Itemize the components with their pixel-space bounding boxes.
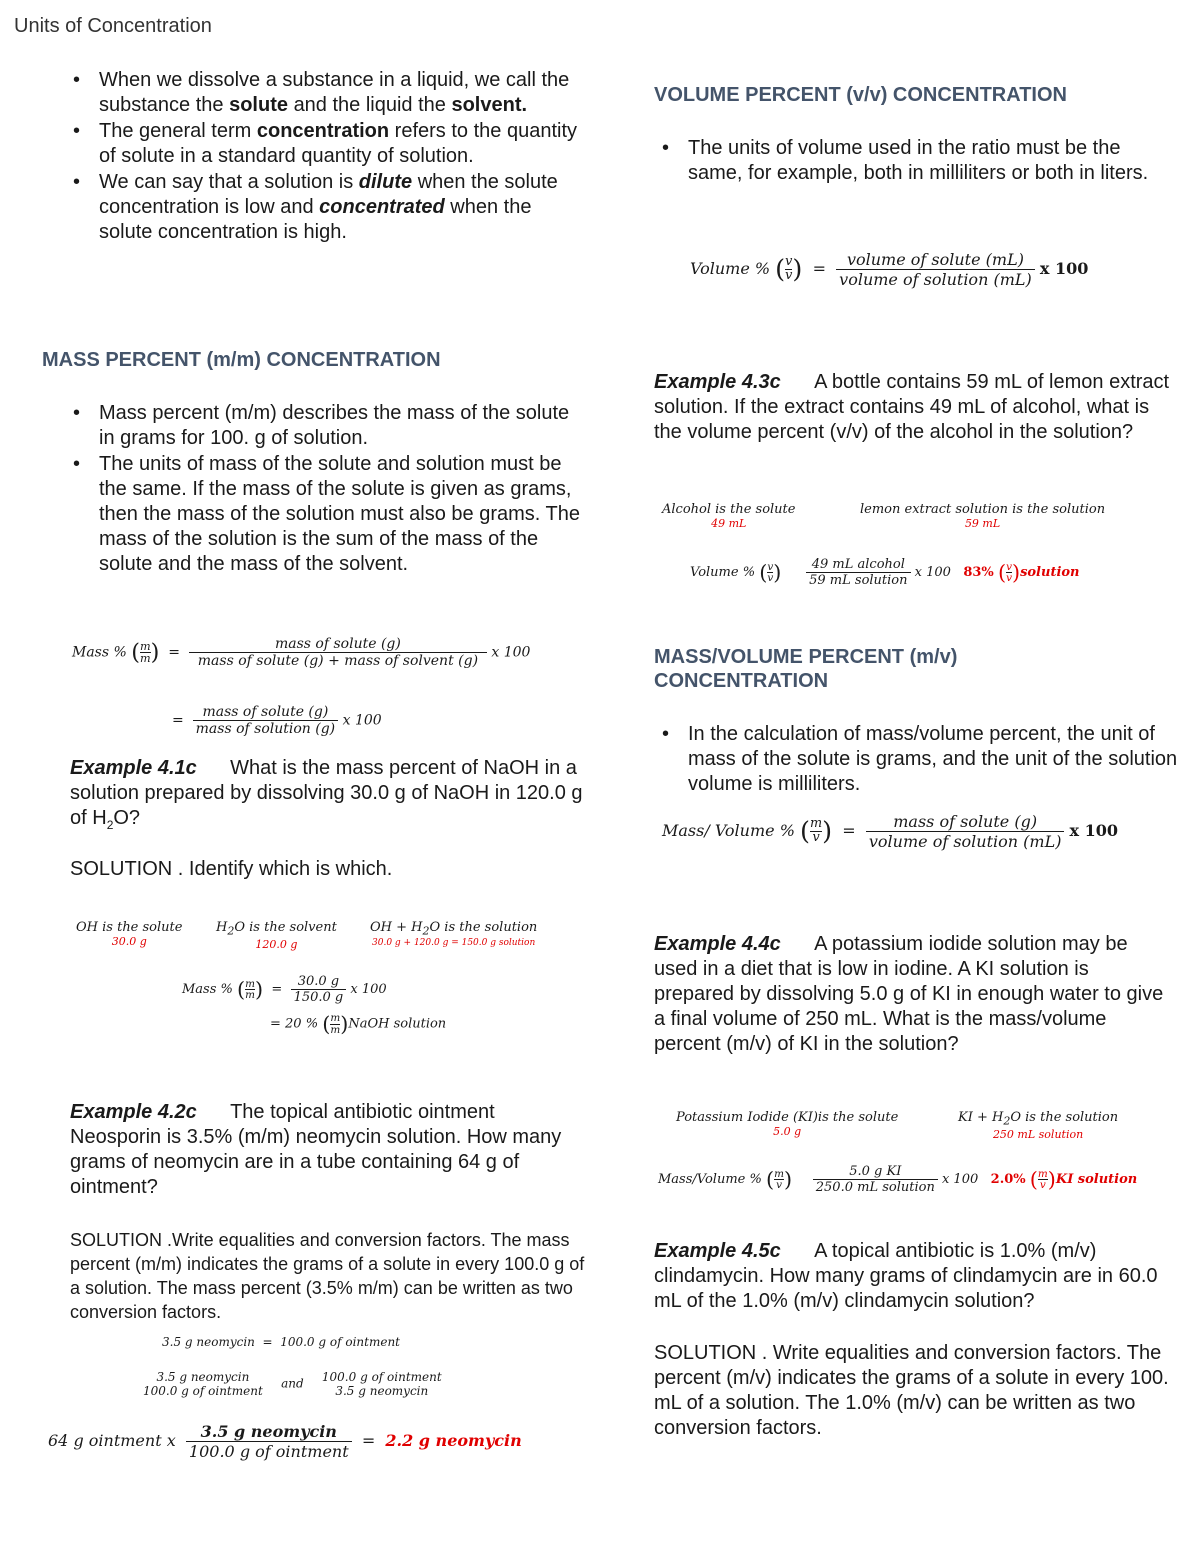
intro-bullet-1: • When we dissolve a substance in a liquid, we call the substance the solute and the liquid the solvent. <box>57 68 587 118</box>
mass-volume-formula: Mass/ Volume % ( $\frac{m}{v}$ ) = $\frac{\text{mass of solute (g)}}{\text{volume of solution (mL)}}$ x 100 <box>662 812 1119 851</box>
intro-bullet-2: • The general term concentration refers to the quantity of solute in a standard quantity of solution. <box>57 119 587 169</box>
mass-volume-bullet-1: • In the calculation of mass/volume percent, the unit of mass of the solute is grams, and the unit of the solution volume is milliliters. <box>646 722 1178 797</box>
intro-bullet-3: • We can say that a solution is dilute when the solute concentration is low and concentrated when the solute concentration is high. <box>57 170 587 245</box>
mass-volume-bullets <box>688 722 1178 798</box>
ex41-calc: Mass % ( $\frac{m}{m}$ ) = $\frac{30.0 g}{150.0 g}$ x 100 <box>182 974 387 1005</box>
ex44-calc: Mass/Volume % ( $\frac{m}{v}$ ) $\frac{\text{5.0 g KI}}{\text{250.0 mL solution}}$ x 100 2.0% ( $\frac{m}{v}$ )KI solution <box>658 1164 1138 1195</box>
mass-percent-formula-2: = $\frac{\text{mass of solute (g)}}{\text{mass of solution (g)}}$ x 100 <box>172 704 382 737</box>
page-title: Units of Concentration <box>14 15 212 37</box>
example-4-4: Example 4.4c A potassium iodide solution may be used in a diet that is low in iodine. A KI solution is prepared by dissolving 5.0 g of KI in enough water to give a final volume of 250 mL. What is the mass/volume percent (m/v) of KI in the solution? <box>654 933 1164 1055</box>
volume-percent-heading: VOLUME PERCENT (v/v) CONCENTRATION <box>654 84 1067 106</box>
mass-percent-heading: MASS PERCENT (m/m) CONCENTRATION <box>42 349 441 371</box>
volume-percent-bullets <box>688 136 1178 187</box>
ex41-solvent-note: $H_2O$ is the solvent 120.0 g <box>216 920 337 951</box>
volume-percent-formula: Volume % ( $\frac{v}{v}$ ) = $\frac{\text{volume of solute (mL)}}{\text{volume of solution (mL)}}$ x 100 <box>690 250 1089 289</box>
mass-percent-bullets <box>57 401 587 578</box>
mass-percent-bullet-2: • The units of mass of the solute and solution must be the same. If the mass of the solute is given as grams, then the mass of the solution must also be grams. The mass of the solution is the sum of the mass of the solute and the mass of the solvent. <box>57 452 587 577</box>
ex43-solution-note: lemon extract solution is the solution 59 mL <box>860 502 1106 530</box>
example-4-2: Example 4.2c The topical antibiotic ointment Neosporin is 3.5% (m/m) neomycin solution. How many grams of neomycin are in a tube containing 64 g of ointment? <box>70 1101 562 1198</box>
ex42-calculation: 64 g ointment x $\frac{\text{3.5 g neomycin}}{\text{100.0 g of ointment}}$ = 2.2 g neomycin <box>48 1422 522 1461</box>
ex43-calc: Volume % ( $\frac{v}{v}$ ) $\frac{\text{49 mL alcohol}}{\text{59 mL solution}}$ x 100 83% ( $\frac{v}{v}$ )solution <box>690 557 1080 588</box>
mass-volume-heading: MASS/VOLUME PERCENT (m/v) CONCENTRATION <box>654 646 958 692</box>
mass-percent-bullet-1: • Mass percent (m/m) describes the mass of the solute in grams for 100. g of solution. <box>57 401 587 451</box>
ex44-solution-note: KI + $H_2O$ is the solution 250 mL solution <box>958 1110 1119 1141</box>
volume-percent-bullet-1: • The units of volume used in the ratio must be the same, for example, both in milliliters or both in liters. <box>646 136 1178 186</box>
example-4-5: Example 4.5c A topical antibiotic is 1.0% (m/v) clindamycin. How many grams of clindamycin are in 60.0 mL of the 1.0% (m/v) clindamycin solution? <box>654 1240 1158 1312</box>
example-4-1-solution: SOLUTION . Identify which is which. <box>70 858 393 880</box>
intro-section <box>57 68 587 246</box>
example-4-5-solution: SOLUTION . Write equalities and conversion factors. The percent (m/v) indicates the grams of a solute in every 100. mL of a solution. The 1.0% (m/v) can be written as two conversion factors. <box>654 1342 1169 1439</box>
ex42-conversion-factors: 3.5 g neomycin 100.0 g of ointment and 100.0 g of ointment 3.5 g neomycin <box>143 1370 442 1398</box>
ex44-solute-note: Potassium Iodide (KI)is the solute 5.0 g <box>676 1110 899 1138</box>
ex41-solute-note: OH is the solute 30.0 g <box>76 920 183 948</box>
mass-percent-formula: Mass % ( $\frac{m}{m}$ ) = $\frac{\text{mass of solute (g)}}{\text{mass of solute (g) + mass of solvent (g)}}$ x 100 <box>72 636 531 669</box>
example-4-3: Example 4.3c A bottle contains 59 mL of lemon extract solution. If the extract contains 49 mL of alcohol, what is the volume percent (v/v) of the alcohol in the solution? <box>654 371 1170 443</box>
ex41-result: = 20 % ( $\frac{m}{m}$ )NaOH solution <box>270 1012 447 1036</box>
ex42-equality: 3.5 g neomycin = 100.0 g of ointment <box>162 1335 400 1349</box>
example-4-2-solution: SOLUTION .Write equalities and conversion factors. The mass percent (m/m) indicates the grams of a solute in every 100.0 g of a solution. The mass percent (3.5% m/m) can be written as two conversion factors. <box>70 1230 585 1322</box>
ex43-solute-note: Alcohol is the solute 49 mL <box>662 502 796 530</box>
ex41-solution-note: OH + $H_2O$ is the solution 30.0 g + 120.0 g = 150.0 g solution <box>370 920 538 948</box>
example-4-1: Example 4.1c What is the mass percent of NaOH in a solution prepared by dissolving 30.0 g of NaOH in 120.0 g of $H_2O$? <box>70 757 583 832</box>
